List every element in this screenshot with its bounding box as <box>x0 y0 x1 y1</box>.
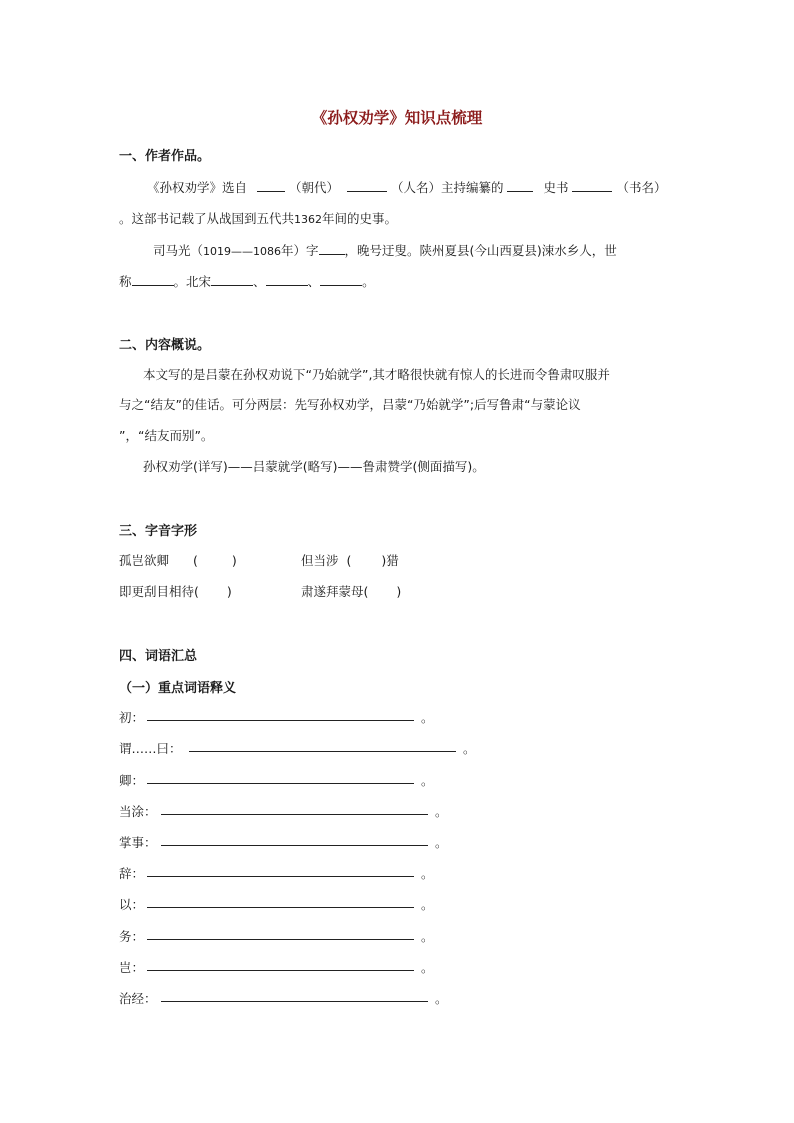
end-mark: 。 <box>421 773 434 788</box>
phrase-text: 肃遂拜蒙母( <box>301 584 369 599</box>
years-text: 1019——1086 <box>203 245 282 258</box>
author-line-1 <box>147 178 666 196</box>
pronunciation-item-1 <box>119 551 237 569</box>
fill-blank <box>572 181 612 192</box>
end-mark: 。 <box>421 929 434 944</box>
text-segment: ，晚号迂叟。陕州夏县(今山西夏县)涑水乡人，世 <box>344 243 617 258</box>
phrase-text: 孤岂欲卿 <box>119 553 170 568</box>
vocab-term: 务： <box>119 929 145 944</box>
end-mark: 。 <box>435 835 448 850</box>
fill-blank <box>347 181 387 192</box>
phrase-text: 即更刮目相待( <box>119 584 199 599</box>
vocab-term: 当涂： <box>119 804 157 819</box>
text-segment: 。北宋 <box>173 274 212 289</box>
end-mark: 。 <box>435 991 448 1006</box>
fill-blank <box>257 181 285 192</box>
text-segment: 《孙权劝学》选自 <box>147 180 248 195</box>
author-line-3 <box>153 241 617 259</box>
answer-line[interactable] <box>161 845 428 846</box>
end-mark: 。 <box>421 866 434 881</box>
end-mark: 。 <box>421 710 434 725</box>
end-mark: 。 <box>421 960 434 975</box>
text-segment: （朝代） <box>288 180 339 195</box>
pronunciation-item-4 <box>301 582 401 600</box>
summary-paragraph-line-3: ”，“结友而别”。 <box>119 428 214 443</box>
summary-structure-line: 孙权劝学(详写)——吕蒙就学(略写)——鲁肃赞学(侧面描写)。 <box>143 459 485 474</box>
close-paren: ) <box>226 584 232 599</box>
section-heading-vocabulary: 四、词语汇总 <box>119 649 198 664</box>
text-segment: （书名） <box>616 180 667 195</box>
vocabulary-subheading: （一）重点词语释义 <box>119 681 237 696</box>
phrase-text: 但当涉 <box>301 553 339 568</box>
answer-line[interactable] <box>161 1001 428 1002</box>
vocab-term: 辞： <box>119 866 145 881</box>
vocab-term: 卿： <box>119 773 145 788</box>
text-segment: 称 <box>119 274 132 289</box>
text-segment: 。 <box>362 274 375 289</box>
vocab-term: 掌事： <box>119 835 157 850</box>
open-paren: ( <box>346 553 352 568</box>
fill-blank <box>132 275 174 286</box>
number-text: 1362 <box>294 213 323 226</box>
pronunciation-item-2 <box>301 551 399 569</box>
answer-line[interactable] <box>147 783 414 784</box>
document-title: 《孙权劝学》知识点梳理 <box>311 108 483 127</box>
answer-line[interactable] <box>147 876 414 877</box>
text-segment: 年）字 <box>281 243 319 258</box>
end-mark: 。 <box>421 897 434 912</box>
fill-blank <box>266 275 308 286</box>
text-segment: 史书 <box>543 180 569 195</box>
text-segment: 司马光（ <box>153 243 204 258</box>
summary-paragraph-line-2: 与之“结友”的佳话。可分两层：先写孙权劝学，吕蒙“乃始就学”;后写鲁肃“与蒙论议 <box>119 397 581 412</box>
author-line-2 <box>119 209 397 227</box>
text-segment: 、 <box>253 274 266 289</box>
answer-line[interactable] <box>147 970 414 971</box>
author-line-4 <box>119 272 375 290</box>
close-paren: ) <box>396 584 402 599</box>
section-heading-summary: 二、内容概说。 <box>119 338 211 353</box>
answer-line[interactable] <box>147 720 414 721</box>
section-heading-author: 一、作者作品。 <box>119 149 211 164</box>
pronunciation-item-3 <box>119 582 232 600</box>
vocab-term: 以： <box>119 897 145 912</box>
fill-blank <box>507 181 533 192</box>
open-paren: ( <box>193 553 198 568</box>
phrase-text: )猎 <box>381 553 399 568</box>
fill-blank <box>320 275 362 286</box>
vocab-term: 谓……曰： <box>119 741 182 756</box>
text-segment: 、 <box>307 274 321 289</box>
answer-line[interactable] <box>147 907 414 908</box>
end-mark: 。 <box>435 804 448 819</box>
text-segment: 。这部书记载了从战国到五代共 <box>119 211 295 226</box>
text-segment: 年间的史事。 <box>322 211 398 226</box>
vocab-term: 岂： <box>119 960 145 975</box>
vocab-term: 治经： <box>119 991 157 1006</box>
fill-blank <box>211 275 253 286</box>
vocab-term: 初： <box>119 710 145 725</box>
section-heading-pronunciation: 三、字音字形 <box>119 524 198 539</box>
close-paren: ) <box>231 553 237 568</box>
answer-line[interactable] <box>147 939 414 940</box>
end-mark: 。 <box>463 741 476 756</box>
answer-line[interactable] <box>161 814 428 815</box>
fill-blank <box>319 244 345 255</box>
summary-paragraph-line-1: 本文写的是吕蒙在孙权劝说下“乃始就学”,其才略很快就有惊人的长进而令鲁肃叹服并 <box>143 367 610 382</box>
answer-line[interactable] <box>189 751 456 752</box>
text-segment: （人名）主持编纂的 <box>390 180 504 195</box>
